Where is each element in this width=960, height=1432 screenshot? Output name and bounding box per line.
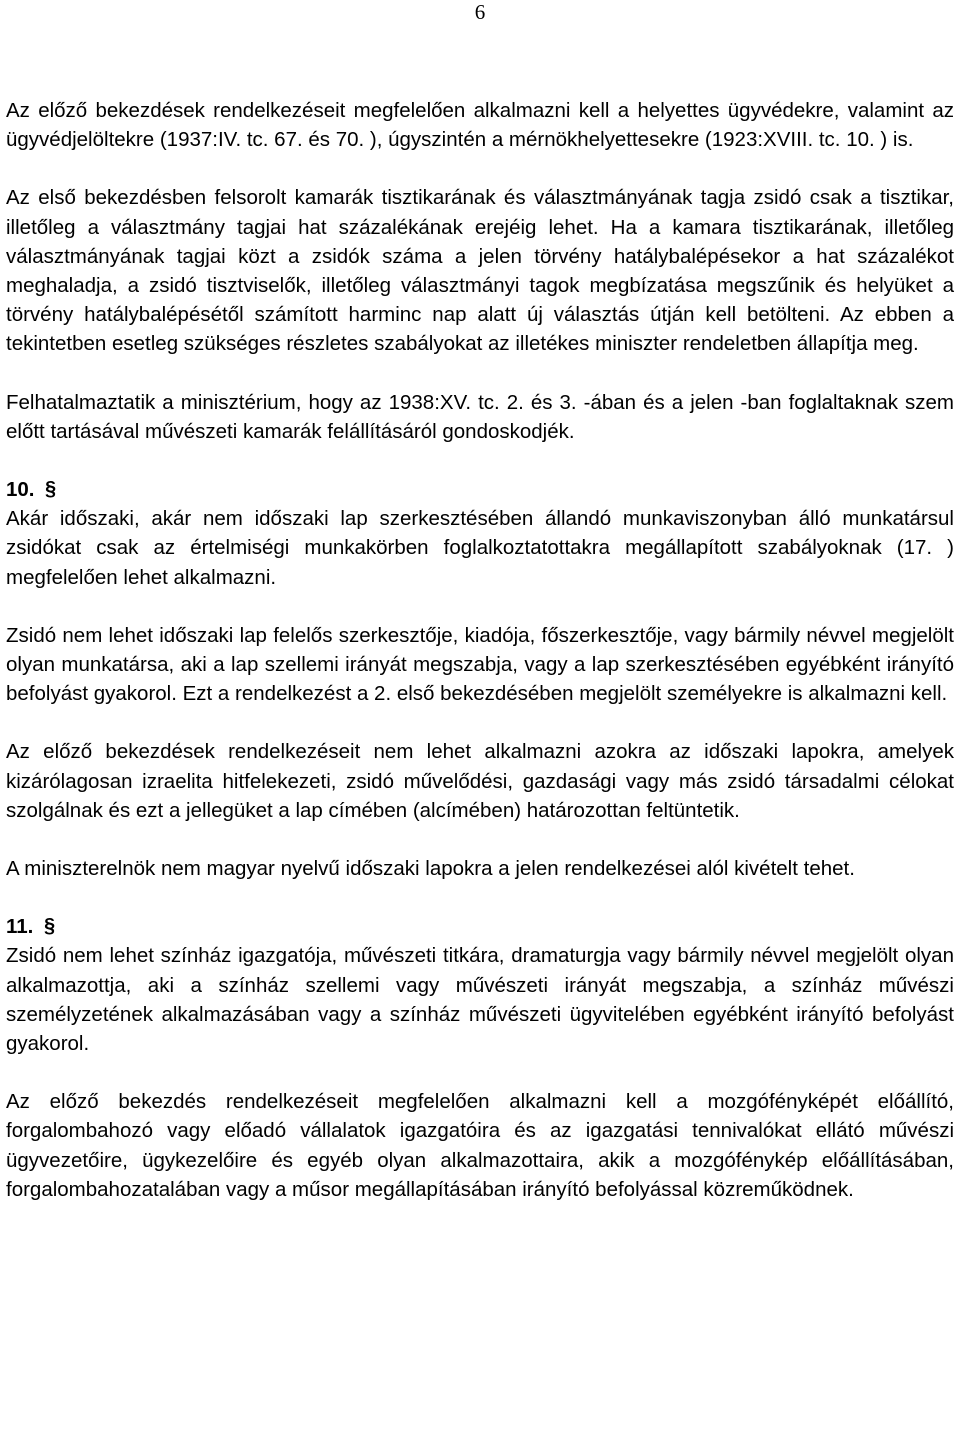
section-10-paragraph-2: Zsidó nem lehet időszaki lap felelős szerkesztője, kiadója, főszerkesztője, vagy bármily névvel megjelölt olyan munkatársa, aki a lap szellemi irányát megszabja, vagy a lap szerkesztésében egyébként irányító befolyást gyakorol. Ezt a rendelkezést a 2. első bekezdésében megjelölt személyekre is alkalmazni kell. <box>6 623 954 706</box>
svg-text:§: § <box>44 915 56 937</box>
section-10-paragraph-4: A miniszterelnök nem magyar nyelvű időszaki lapokra a jelen rendelkezései alól kivételt tehet. <box>6 857 855 881</box>
paragraph-2: Az első bekezdésben felsorolt kamarák tisztikarának és választmányának tagja zsidó csak a tisztikar, illetőleg a választmány tagjai hat százalékának erejéig lehet. Ha a kamara tisztikarának, illetőleg választmányának tagjai közt a zsidók száma a jelen törvény hatálybalépésekor a hat százalékot meghaladja, a zsidó tisztviselők, illetőleg választmányi tagok megbízatása megszűnik és helyüket a törvény hatálybalépésétől számított harminc nap alatt új választás útján kell betölteni. Az ebben a tekintetben esetleg szükséges részletes szabályokat az illetékes miniszter rendeletben állapítja meg. <box>6 186 954 356</box>
section-11-paragraph-1: Zsidó nem lehet színház igazgatója, művészeti titkára, dramaturgja vagy bármily névvel megjelölt olyan alkalmazottja, aki a színház szellemi vagy művészeti irányát megszabja, a színház művészi személyzetének alkalmazásában vagy a színház művészeti ügyvitelében egyébként irányító befolyást gyakorol. <box>6 944 954 1056</box>
document-body <box>6 96 954 1233</box>
section-11-heading-row <box>6 912 954 941</box>
section-10-paragraph-3: Az előző bekezdések rendelkezéseit nem lehet alkalmazni azokra az időszaki lapokra, amelyek kizárólagosan izraelita hitfelekezeti, zsidó művelődési, gazdasági vagy más zsidó társadalmi célokat szolgálnak és ezt a jellegüket a lap címében (alcímében) határozottan feltüntetik. <box>6 740 954 822</box>
page-number: 6 <box>474 0 486 24</box>
section-11-heading: 11. <box>6 915 34 939</box>
svg-text:§: § <box>45 478 57 500</box>
paragraph-1: Az előző bekezdések rendelkezéseit megfelelően alkalmazni kell a helyettes ügyvédekre, valamint az ügyvédjelöltekre (1937:IV. tc. 67. és 70. ), úgyszintén a mérnökhelyettesekre (1923:XVIII. tc. 10. ) is. <box>6 99 954 152</box>
section-11-paragraph-2: Az előző bekezdés rendelkezéseit megfelelően alkalmazni kell a mozgófényképét előállító, forgalombahozó vagy előadó vállalatok igazgatóira és az igazgatási tennivalókat ellátó művészi ügyvezetőire, ügykezelőire és egyéb olyan alkalmazottaira, akik a mozgófénykép előállításában, forgalombahozatalában vagy a műsor megállapításában irányító befolyással közreműködnek. <box>6 1090 954 1201</box>
section-sign-icon <box>43 914 57 936</box>
section-sign-icon <box>44 477 58 499</box>
section-10-paragraph-1: Akár időszaki, akár nem időszaki lap szerkesztésében állandó munkaviszonyban álló munkatársul zsidókat csak az értelmiségi munkakörben foglalkoztatottakra megállapított szabályoknak (17. ) megfelelően lehet alkalmazni. <box>6 507 954 589</box>
section-10-heading-row <box>6 475 954 504</box>
paragraph-3: Felhatalmaztatik a minisztérium, hogy az 1938:XV. tc. 2. és 3. -ában és a jelen -ban foglaltaknak szem előtt tartásával művészeti kamarák felállításáról gondoskodjék. <box>6 390 954 443</box>
section-10-heading: 10. <box>6 478 35 502</box>
